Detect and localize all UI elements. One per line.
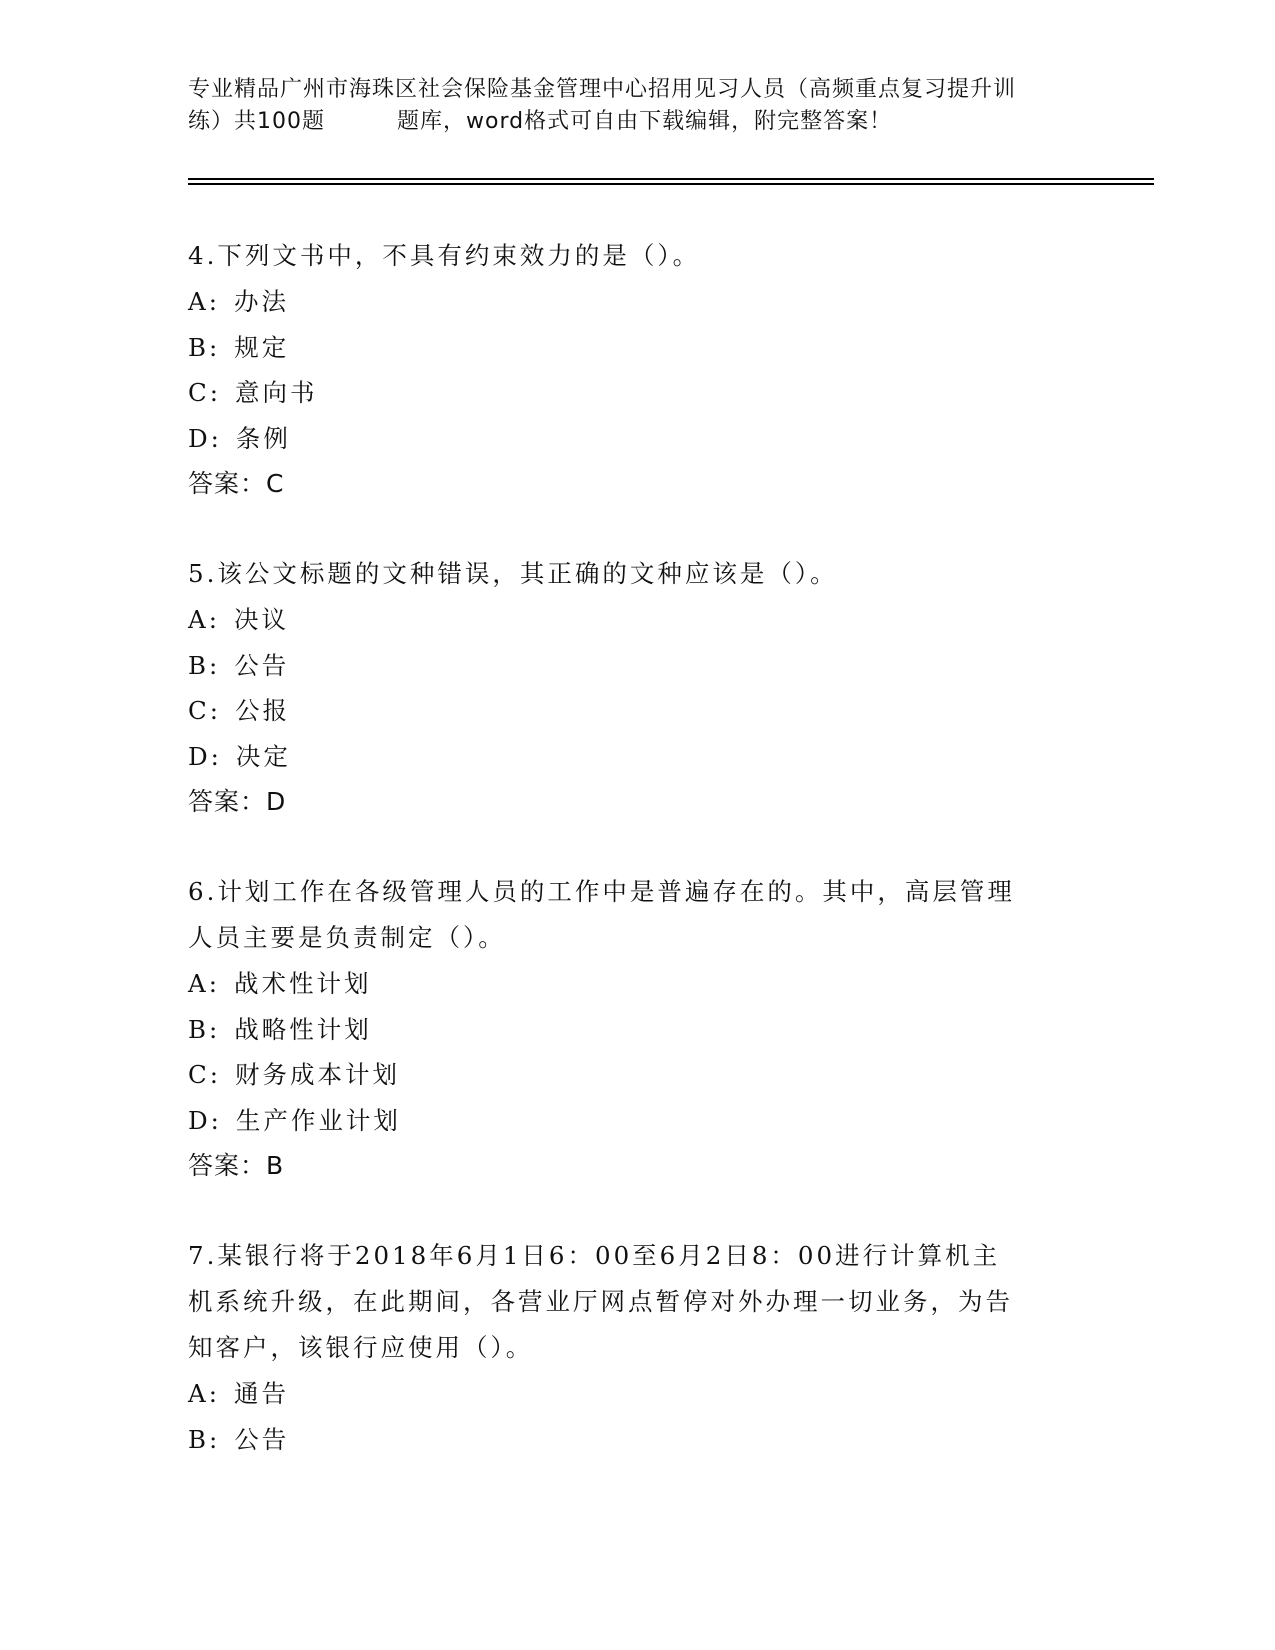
option-a bbox=[188, 279, 1088, 325]
option-c bbox=[188, 370, 1088, 416]
option-key: B bbox=[188, 1014, 210, 1044]
option-text: 条例 bbox=[235, 423, 291, 453]
option-b bbox=[188, 1417, 1088, 1463]
option-separator: : bbox=[209, 1014, 221, 1044]
header-divider-bottom bbox=[188, 183, 1154, 185]
option-text: 生产作业计划 bbox=[235, 1105, 401, 1135]
question-5 bbox=[188, 551, 1088, 825]
option-separator: : bbox=[208, 969, 220, 998]
option-text: 意向书 bbox=[235, 378, 318, 407]
option-text: 决定 bbox=[235, 741, 291, 771]
option-key: A bbox=[188, 605, 209, 634]
option-key: A bbox=[188, 969, 209, 998]
option-separator: : bbox=[209, 378, 222, 407]
option-c bbox=[188, 688, 1088, 734]
option-a bbox=[188, 1371, 1088, 1417]
option-key: B bbox=[188, 1424, 210, 1454]
question-stem-line-3: 知客户，该银行应使用（）。 bbox=[188, 1333, 534, 1362]
option-key: B bbox=[188, 332, 210, 362]
option-separator: : bbox=[209, 650, 221, 680]
option-a bbox=[188, 961, 1088, 1007]
option-text: 公报 bbox=[235, 696, 291, 725]
question-stem: 4.下列文书中，不具有约束效力的是（）。 bbox=[188, 241, 701, 270]
option-key: D bbox=[188, 423, 211, 453]
option-separator: : bbox=[210, 423, 222, 453]
header-title-line-2 bbox=[188, 106, 1088, 138]
question-stem-line-1: 7.某银行将于2018年6月1日6：00至6月2日8：00进行计算机主 bbox=[188, 1241, 1001, 1270]
option-b bbox=[188, 325, 1088, 371]
option-key: A bbox=[188, 1379, 209, 1408]
answer-line: 答案：B bbox=[188, 1151, 285, 1180]
option-d bbox=[188, 734, 1088, 780]
option-separator: : bbox=[209, 332, 221, 362]
option-key: A bbox=[188, 287, 209, 316]
option-text: 办法 bbox=[233, 287, 289, 316]
option-text: 公告 bbox=[234, 650, 290, 680]
header-title-line-2-left: 练）共100题 bbox=[188, 109, 325, 134]
question-stem-line-2: 人员主要是负责制定（）。 bbox=[188, 923, 506, 952]
option-d bbox=[188, 416, 1088, 462]
header-title-line-1: 专业精品广州市海珠区社会保险基金管理中心招用见习人员（高频重点复习提升训 bbox=[188, 77, 1017, 102]
option-b bbox=[188, 643, 1088, 689]
option-a bbox=[188, 597, 1088, 643]
option-separator: : bbox=[209, 1424, 221, 1454]
option-text: 决议 bbox=[233, 605, 289, 634]
option-separator: : bbox=[208, 1379, 220, 1408]
option-text: 公告 bbox=[234, 1424, 290, 1454]
question-stem-line-1: 6.计划工作在各级管理人员的工作中是普遍存在的。其中，高层管理 bbox=[188, 877, 1015, 906]
question-stem-line-2: 机系统升级，在此期间，各营业厅网点暂停对外办理一切业务，为告 bbox=[188, 1287, 1013, 1316]
question-7 bbox=[188, 1233, 1088, 1462]
option-text: 规定 bbox=[234, 332, 290, 362]
option-key: D bbox=[188, 1105, 211, 1135]
header-title-line-2-right: 题库，word格式可自由下载编辑，附完整答案！ bbox=[397, 109, 893, 134]
option-text: 战略性计划 bbox=[234, 1014, 372, 1044]
header-divider-top bbox=[188, 178, 1154, 180]
option-text: 财务成本计划 bbox=[235, 1060, 401, 1089]
document-header bbox=[188, 74, 1088, 138]
option-key: D bbox=[188, 741, 211, 771]
question-stem: 5.该公文标题的文种错误，其正确的文种应该是（）。 bbox=[188, 559, 838, 588]
option-key: C bbox=[188, 1060, 210, 1089]
option-text: 通告 bbox=[233, 1379, 289, 1408]
option-c bbox=[188, 1052, 1088, 1098]
answer-line: 答案：C bbox=[188, 469, 285, 498]
option-separator: : bbox=[210, 1105, 222, 1135]
option-separator: : bbox=[209, 696, 222, 725]
option-separator: : bbox=[209, 1060, 222, 1089]
option-separator: : bbox=[208, 287, 220, 316]
option-d bbox=[188, 1098, 1088, 1144]
question-4 bbox=[188, 233, 1088, 507]
option-text: 战术性计划 bbox=[233, 969, 372, 998]
option-key: B bbox=[188, 650, 210, 680]
answer-line: 答案：D bbox=[188, 787, 287, 816]
option-separator: : bbox=[208, 605, 220, 634]
option-key: C bbox=[188, 696, 210, 725]
option-key: C bbox=[188, 378, 210, 407]
option-separator: : bbox=[210, 741, 222, 771]
option-b bbox=[188, 1007, 1088, 1053]
question-6 bbox=[188, 869, 1088, 1189]
